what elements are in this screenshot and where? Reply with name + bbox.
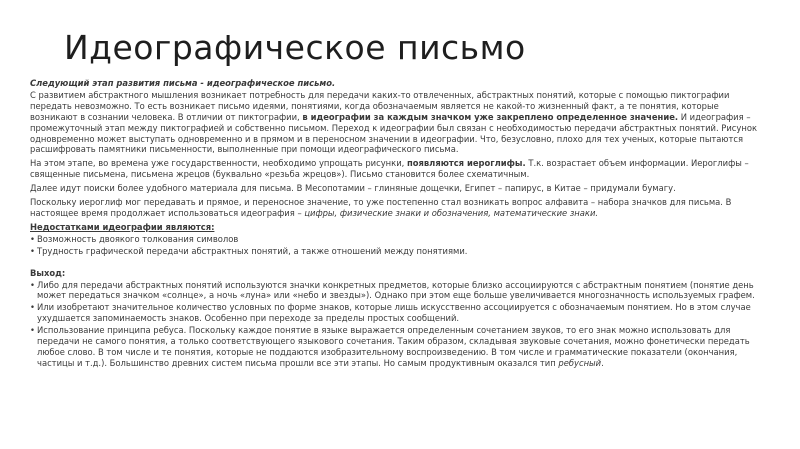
paragraph-ideas-text-a: С развитием абстрактного мышления возникает потребность для передачи каких-то отвлеченных, абстрактных понятий, которые с помощью пиктографии передать невозможно. То есть возникает письмо идеями, понятиями, когда обозначаемым является не какой-то жизненный факт, а те понятия, которые возникают в сознании человека. В отличии от пиктографии, xyxy=(30,89,730,122)
exit-rebus-text-c: . xyxy=(601,357,604,368)
intro-heading: Следующий этап развития письма - идеографическое письмо. xyxy=(30,78,336,88)
drawback-item: • Трудность графической передачи абстрактных понятий, а также отношений между понятиями. xyxy=(30,246,760,257)
paragraph-materials: Далее идут поиски более удобного материала для письма. В Месопотамии – глиняные дощечки, Египет – папирус, в Китае – придумали бумагу. xyxy=(30,183,676,194)
drawbacks-heading: Недостатками идеографии являются: xyxy=(30,221,215,232)
paragraph-hieroglyphs-text-a: На этом этапе, во времена уже государственности, необходимо упрощать рисунки, xyxy=(30,158,407,169)
slide-title: Идеографическое письмо xyxy=(64,28,526,67)
exit-item: • Или изобретают значительное количество условных по форме знаков, которые лишь искусственно ассоциируется с обозначаемым понятием. Но в этом случае ухудшается запоминаемость знаков. Особенно при переходе за пределы простых сообщений. xyxy=(30,302,760,324)
paragraph-hieroglyphs-emphasis: появляются иероглифы. xyxy=(406,158,526,169)
paragraph-alphabet-emphasis: цифры, физические знаки и обозначения, математические знаки. xyxy=(304,207,599,218)
drawback-item: • Возможность двоякого толкования символов xyxy=(30,234,760,245)
paragraph-ideas-text-c: И идеография – промежуточный этап между пиктографией и собственно письмом. Переход к идеографии был связан с необходимостью передачи абстрактных понятий. Рисунок одновременно может выступать одновременно и в прямом и в переносном значении в идеографии. Что, безусловно, плохо для тех ученых, которые пытаются расшифровать памятники письменности, выполненные при помощи идеографического письма. xyxy=(30,111,758,155)
slide-body xyxy=(30,78,760,370)
exit-rebus-text-a: Использование принципа ребуса. Поскольку каждое понятие в языке выражается определенным сочетанием звуков, то его знак можно использовать для передачи не самого понятия, а только соответствующего языкового сочетания. Таким образом, складывая звуковые сочетания, можно фонетически передать любое слово. В том числе и те понятия, которые не поддаются изобразительному воспроизведению. В том числе и грамматические показатели (окончания, частицы и т.д.). Большинство древних систем письма прошли все эти этапы. Но самым продуктивным оказался тип xyxy=(37,325,750,368)
exit-heading: Выход: xyxy=(30,267,66,278)
paragraph-alphabet xyxy=(30,197,760,219)
exit-item-rebus xyxy=(30,325,760,369)
paragraph-ideas-emphasis: в идеографии за каждым значком уже закреплено определенное значение. xyxy=(302,111,679,122)
paragraph-hieroglyphs xyxy=(30,158,760,180)
exit-item: • Либо для передачи абстрактных понятий используются значки конкретных предметов, которые близко ассоциируются с абстрактным понятием (понятие день может передаться значком «солнце», а ночь «луна» или «небо и звезды»). Однако при этом еще больше увеличивается многозначность используемых графем. xyxy=(30,280,760,302)
paragraph-ideas xyxy=(30,90,760,155)
exit-rebus-emphasis: ребусный xyxy=(558,357,602,368)
paragraph-hieroglyphs-text-c: Т.к. возрастает объем информации. Иероглифы – священные письмена, письмена жрецов (буквально «резьба жрецов»). Письмо становится более схематичным. xyxy=(30,158,749,180)
paragraph-alphabet-text-a: Поскольку иероглиф мог передавать и прямое, и переносное значение, то уже постепенно стал возникать вопрос алфавита – набора значков для письма. В настоящее время продолжает использоваться идеография – xyxy=(30,197,732,218)
